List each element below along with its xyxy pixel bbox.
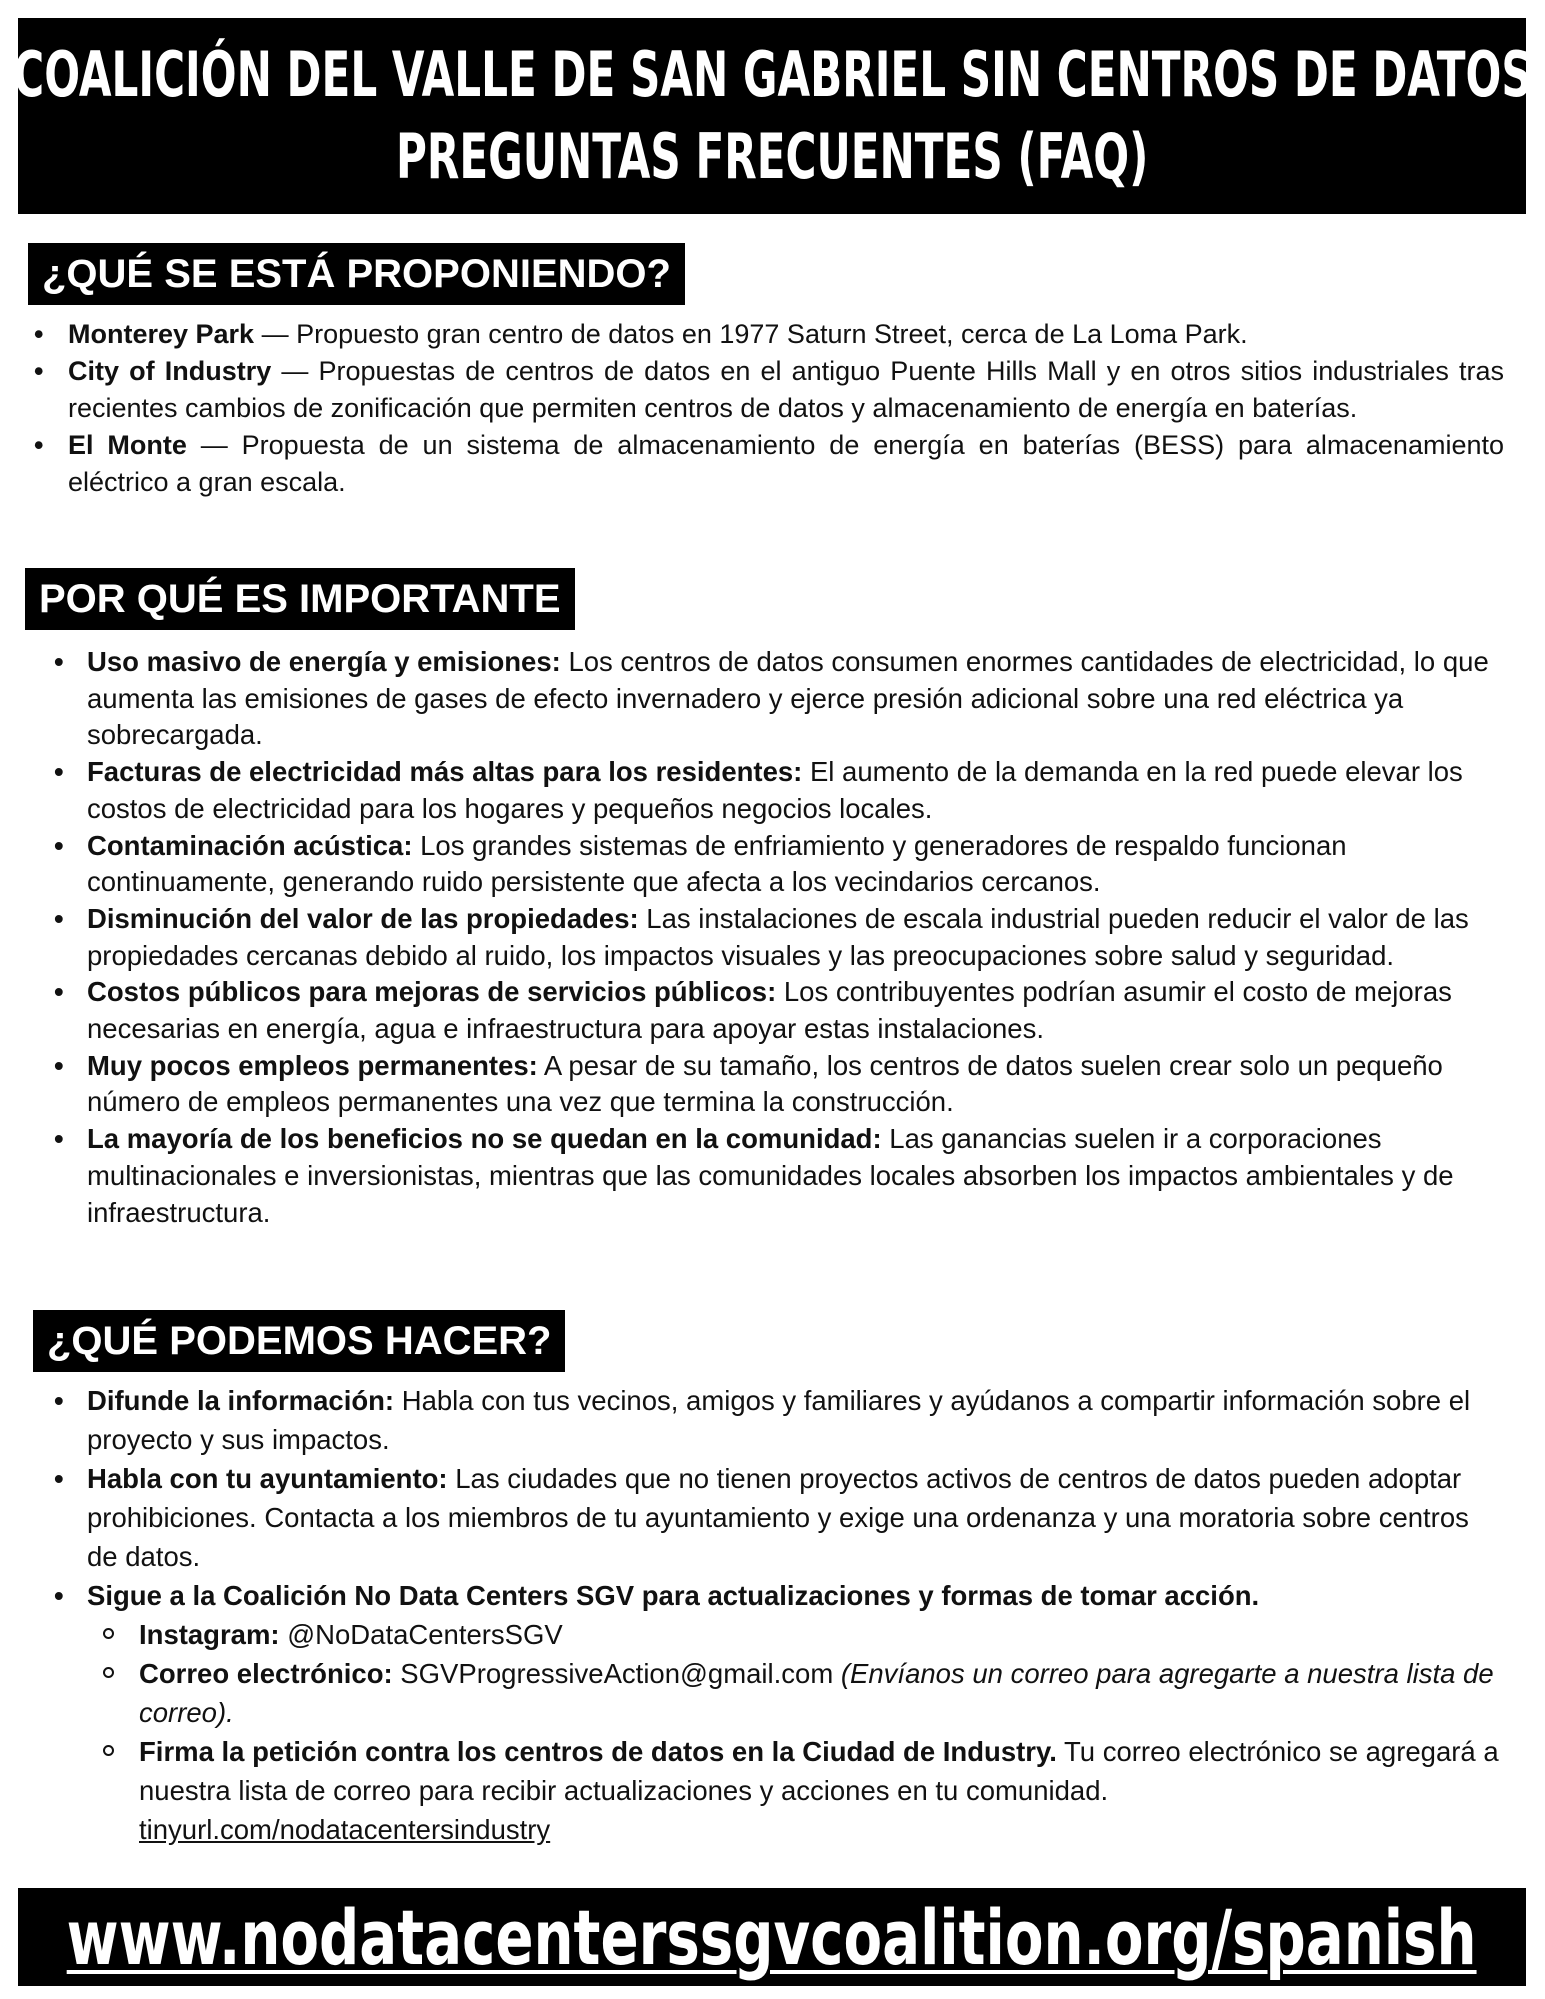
list-item (34, 316, 1504, 353)
item-label: Habla con tu ayuntamiento: (87, 1463, 448, 1494)
item-label: Costos públicos para mejoras de servicios públicos: (87, 976, 777, 1008)
item-label: Difunde la información: (87, 1385, 395, 1416)
bullet-icon: • (54, 976, 64, 1008)
item-text: Los grandes sistemas de enfriamiento y generadores de respaldo funcionan continuamente, generando ruido persistente que afecta a los vecindarios cercanos. (87, 829, 1347, 898)
item-text: Los centros de datos consumen enormes cantidades de electricidad, lo que aumenta las emisiones de gases de efecto invernadero y ejerce presión adicional sobre una red eléctrica ya sobrecargada. (87, 646, 1489, 751)
item-text: — Propuesto gran centro de datos en 1977 Saturn Street, cerca de La Loma Park. (254, 319, 1248, 349)
petition-text: Tu correo electrónico se agregará a nuestra lista de correo para recibir actualizaciones y acciones en tu comunidad. (139, 1736, 1499, 1806)
list-item (54, 901, 1507, 974)
instagram-label: Instagram: (139, 1619, 280, 1650)
circle-bullet-icon (103, 1667, 114, 1678)
proposals-list (34, 316, 1504, 501)
item-text: Las ganancias suelen ir a corporaciones multinacionales e inversionistas, mientras que las comunidades locales absorben los impactos ambientales y de infraestructura. (87, 1123, 1454, 1228)
list-item (54, 974, 1507, 1047)
bullet-icon: • (54, 1580, 64, 1611)
item-label: Monterey Park (68, 319, 255, 349)
sublist-item-instagram (87, 1615, 1507, 1654)
circle-bullet-icon (103, 1745, 114, 1756)
header-title-line-2: PREGUNTAS FRECUENTES (FAQ) (395, 120, 1149, 193)
sublist-item-email (87, 1654, 1507, 1732)
reasons-list (54, 644, 1507, 1231)
item-label: Uso masivo de energía y emisiones: (87, 646, 561, 677)
section-proposals-heading: ¿QUÉ SE ESTÁ PROPONIENDO? (28, 243, 685, 305)
bullet-icon: • (54, 646, 64, 677)
petition-label: Firma la petición contra los centros de datos en la Ciudad de Industry. (139, 1736, 1057, 1767)
section-why-heading: POR QUÉ ES IMPORTANTE (25, 568, 575, 630)
item-text: Las ciudades que no tienen proyectos activos de centros de datos pueden adoptar prohibiciones. Contacta a los miembros de tu ayuntamiento y exige una ordenanza y una moratoria sobre centros de datos. (87, 1463, 1469, 1572)
circle-bullet-icon (103, 1628, 114, 1639)
list-item (54, 1459, 1507, 1576)
email-label: Correo electrónico: (139, 1658, 393, 1689)
item-label: Facturas de electricidad más altas para los residentes: (87, 756, 803, 788)
sublist-item-petition (87, 1732, 1507, 1849)
item-label: Muy pocos empleos permanentes: (87, 1049, 538, 1081)
item-label: Disminución del valor de las propiedades: (87, 902, 639, 934)
list-item (54, 1121, 1507, 1231)
item-label: City of Industry (68, 356, 272, 386)
item-text: Los contribuyentes podrían asumir el costo de mejoras necesarias en energía, agua e infraestructura para apoyar estas instalaciones. (87, 976, 1452, 1045)
bullet-icon: • (54, 902, 64, 934)
bullet-icon: • (54, 1463, 64, 1494)
bullet-icon: • (54, 1049, 64, 1081)
item-text: A pesar de su tamaño, los centros de datos suelen crear solo un pequeño número de empleos permanentes una vez que termina la construcción. (87, 1049, 1443, 1118)
item-text: — Propuesta de un sistema de almacenamiento de energía en baterías (BESS) para almacenamiento eléctrico a gran escala. (68, 430, 1504, 497)
website-link[interactable]: www.nodatacenterssgvcoalition.org/spanish (67, 1892, 1477, 1982)
contact-sublist (87, 1615, 1507, 1849)
page-footer (18, 1888, 1526, 1986)
page-header (12, 18, 1532, 214)
petition-link[interactable]: tinyurl.com/nodatacentersindustry (139, 1814, 551, 1845)
actions-list (54, 1381, 1507, 1849)
list-item (54, 754, 1507, 827)
list-item (54, 1576, 1507, 1849)
section-actions-heading: ¿QUÉ PODEMOS HACER? (33, 1310, 565, 1372)
list-item (54, 1381, 1507, 1459)
list-item (54, 644, 1507, 754)
instagram-handle[interactable]: @NoDataCentersSGV (279, 1619, 563, 1650)
header-title-line-1: COALICIÓN DEL VALLE DE SAN GABRIEL SIN CENTROS DE DATOS (12, 38, 1532, 111)
item-label: El Monte (68, 430, 187, 460)
list-item (54, 828, 1507, 901)
email-address[interactable]: SGVProgressiveAction@gmail.com (392, 1658, 841, 1689)
bullet-icon: • (34, 356, 44, 386)
item-text: — Propuestas de centros de datos en el antiguo Puente Hills Mall y en otros sitios industriales tras recientes cambios de zonificación que permiten centros de datos y almacenamiento de energía en baterías. (68, 356, 1504, 423)
email-note: (Envíanos un correo para agregarte a nuestra lista de correo). (139, 1658, 1494, 1728)
bullet-icon: • (54, 1385, 64, 1416)
item-label: Contaminación acústica: (87, 829, 413, 861)
item-text: El aumento de la demanda en la red puede elevar los costos de electricidad para los hogares y pequeños negocios locales. (87, 756, 1463, 824)
bullet-icon: • (54, 756, 64, 788)
bullet-icon: • (54, 1123, 64, 1155)
list-item (34, 353, 1504, 427)
item-text: Las instalaciones de escala industrial pueden reducir el valor de las propiedades cercanas debido al ruido, los impactos visuales y las preocupaciones sobre salud y seguridad. (87, 902, 1469, 971)
item-label: Sigue a la Coalición No Data Centers SGV para actualizaciones y formas de tomar acción. (87, 1580, 1260, 1611)
item-text: Habla con tus vecinos, amigos y familiares y ayúdanos a compartir información sobre el proyecto y sus impactos. (87, 1385, 1471, 1455)
item-label: La mayoría de los beneficios no se quedan en la comunidad: (87, 1123, 882, 1155)
bullet-icon: • (34, 430, 44, 460)
list-item (54, 1048, 1507, 1121)
bullet-icon: • (34, 319, 44, 349)
bullet-icon: • (54, 829, 64, 861)
list-item (34, 427, 1504, 501)
